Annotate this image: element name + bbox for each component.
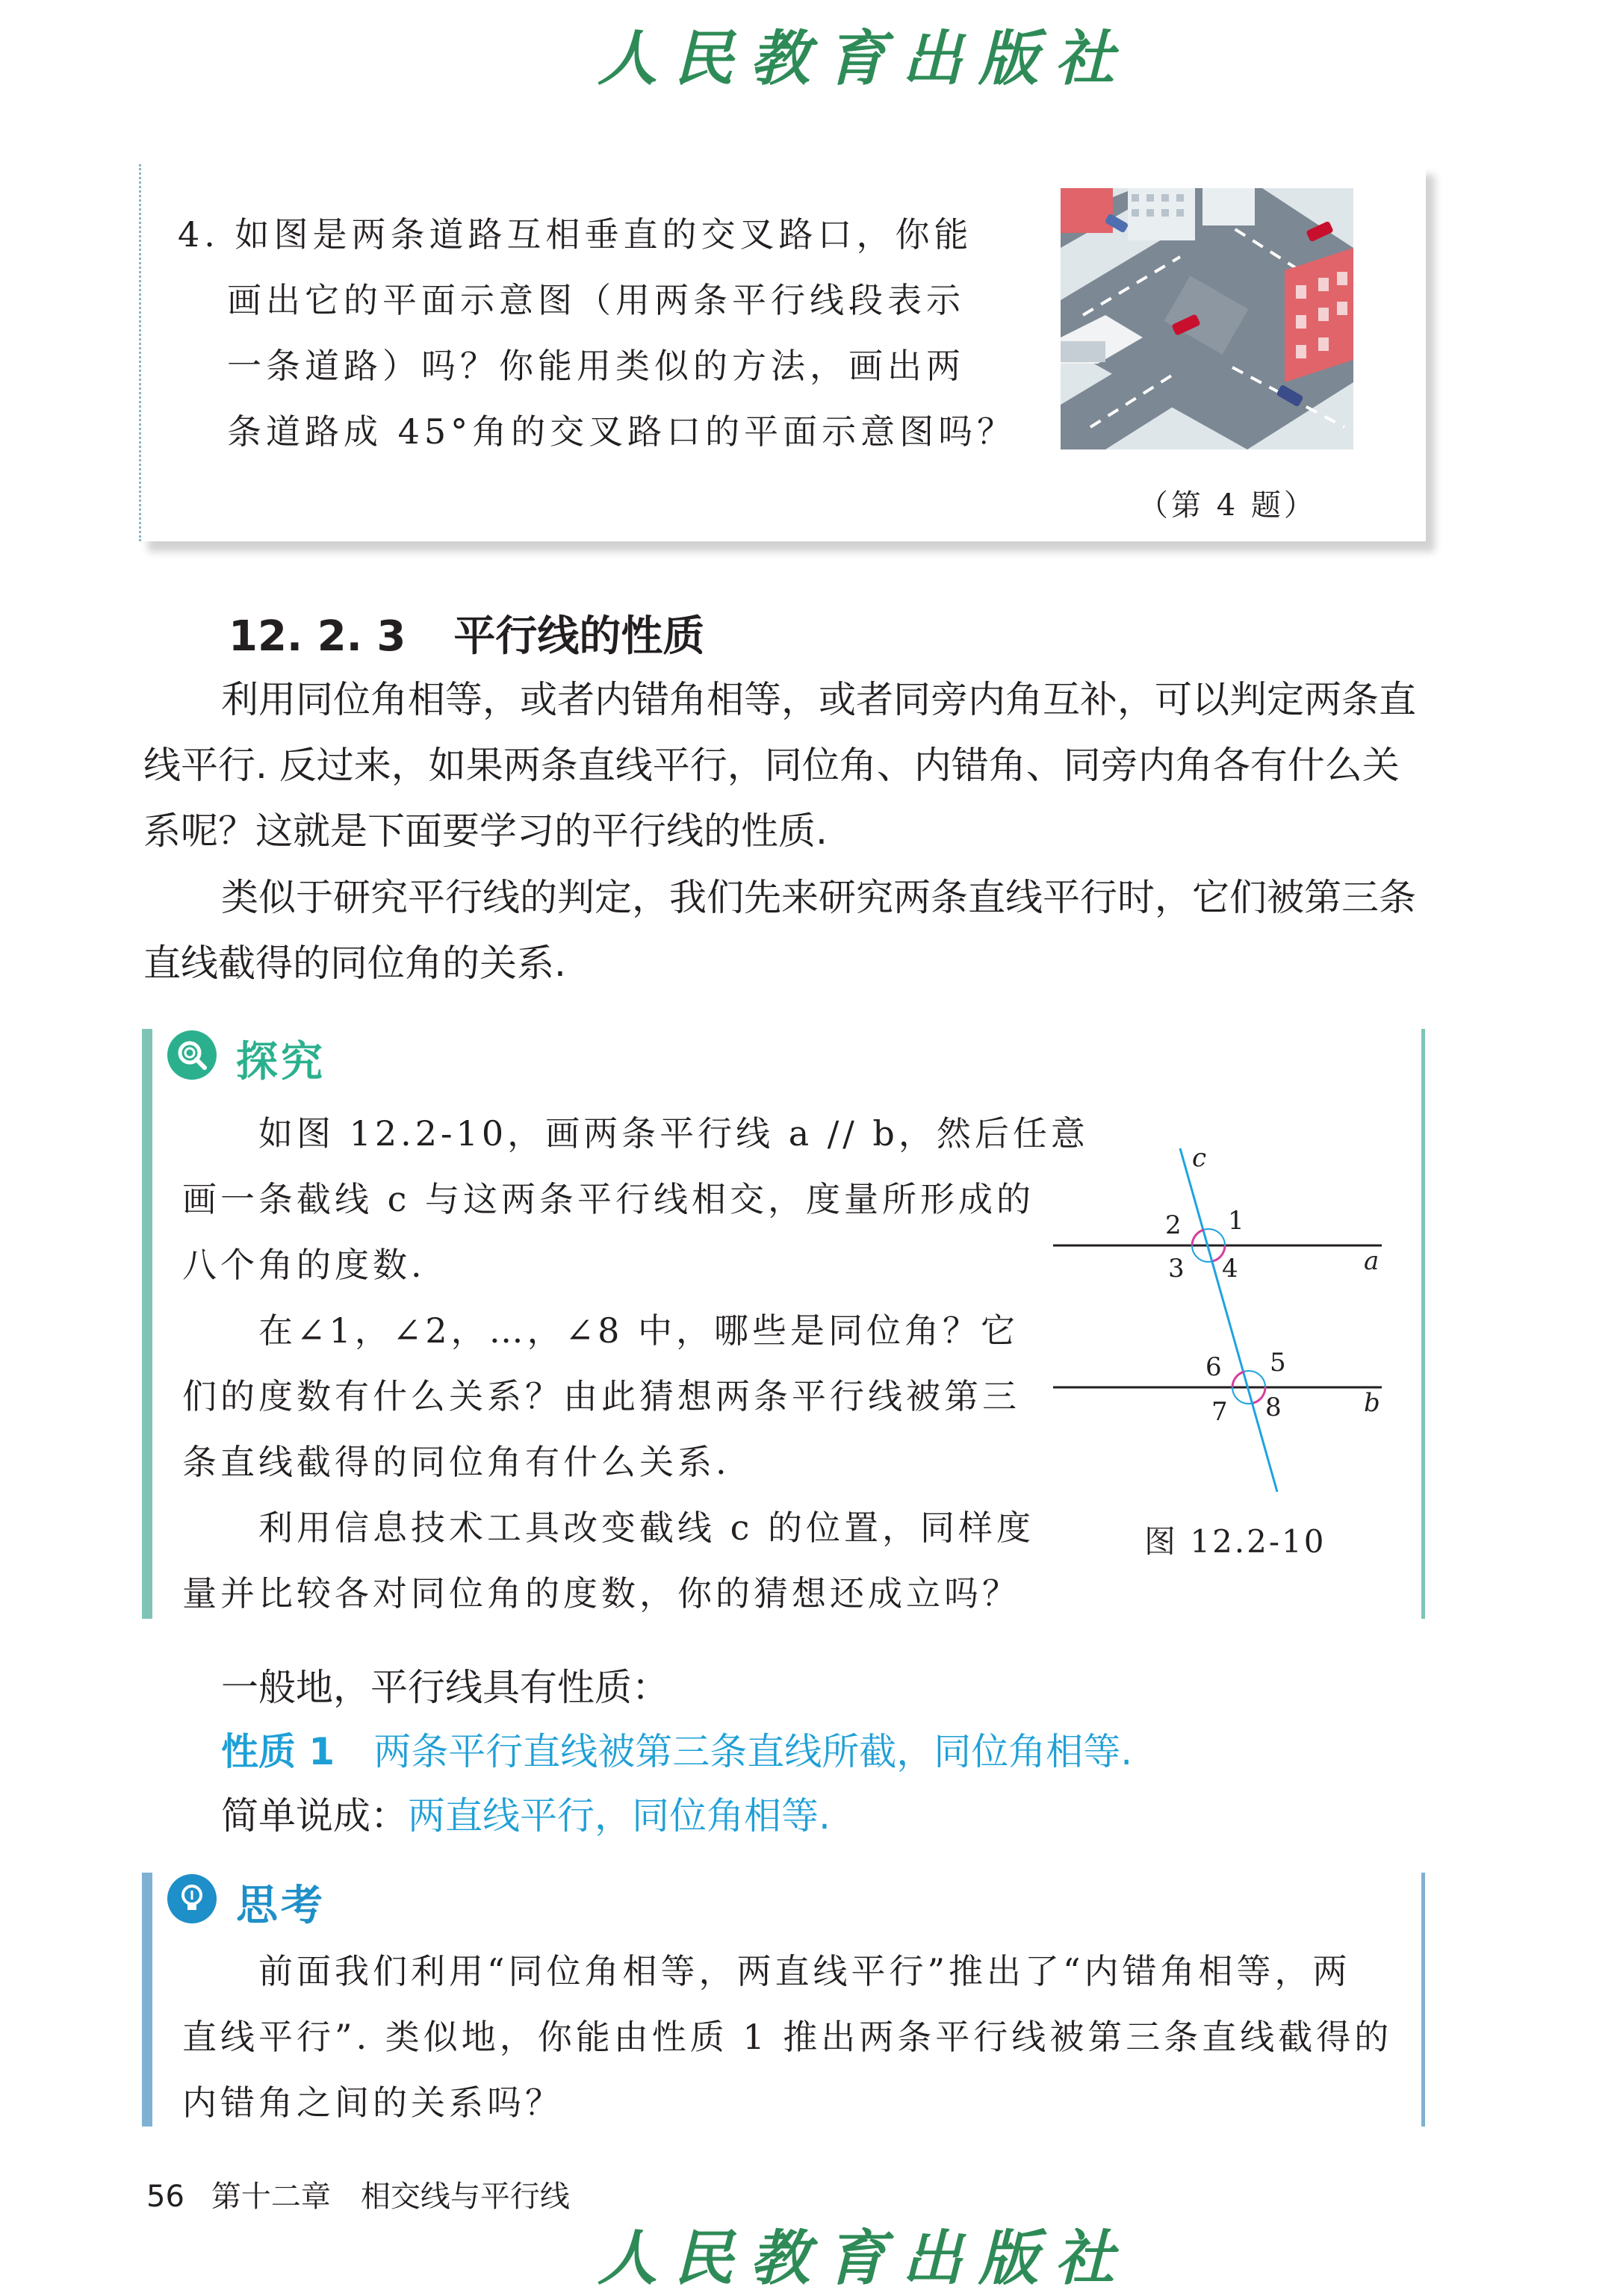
label-a: a xyxy=(1364,1246,1380,1276)
angle-label-4: 4 xyxy=(1222,1254,1238,1284)
text-line: 如图 12.2-10，画两条平行线 a // b，然后任意 xyxy=(258,1113,1089,1154)
text-line: 系呢？这就是下面要学习的平行线的性质. xyxy=(143,809,828,853)
text-line: 类似于研究平行线的判定，我们先来研究两条直线平行时，它们被第三条 xyxy=(221,876,1416,919)
text-line: 条直线截得的同位角有什么关系. xyxy=(182,1442,730,1482)
angle-label-6: 6 xyxy=(1205,1352,1222,1382)
publisher-logo-top: 人民教育出版社 xyxy=(598,23,1131,93)
label-b: b xyxy=(1364,1388,1380,1418)
chapter-title: 相交线与平行线 xyxy=(360,2180,570,2214)
property-label: 性质 1 xyxy=(221,1730,335,1773)
label-c: c xyxy=(1192,1143,1207,1173)
text-line: 利用信息技术工具改变截线 c 的位置，同样度 xyxy=(258,1508,1035,1548)
exercise-line: 4. 如图是两条道路互相垂直的交叉路口，你能 xyxy=(178,214,973,255)
intersection-illustration xyxy=(1061,188,1353,449)
general-statement: 一般地，平行线具有性质： xyxy=(221,1666,669,1709)
angle-label-1: 1 xyxy=(1228,1206,1244,1236)
text-line: 直线平行”. 类似地，你能由性质 1 推出两条平行线被第三条直线截得的 xyxy=(182,2017,1393,2057)
angle-arc-2 xyxy=(1192,1230,1204,1245)
text-line: 直线截得的同位角的关系. xyxy=(143,942,566,985)
text-line: 量并比较各对同位角的度数，你的猜想还成立吗？ xyxy=(182,1573,1020,1614)
angle-label-2: 2 xyxy=(1165,1210,1182,1240)
exercise-text xyxy=(178,202,1017,464)
think-title: 思考 xyxy=(236,1882,326,1930)
exercise-line: 画出它的平面示意图（用两条平行线段表示 xyxy=(227,280,965,320)
parallel-lines-figure xyxy=(1053,1133,1397,1492)
property-text: 两条平行直线被第三条直线所截，同位角相等. xyxy=(373,1730,1133,1773)
text-line: 利用同位角相等，或者内错角相等，或者同旁内角互补，可以判定两条直 xyxy=(221,678,1416,721)
property-brief xyxy=(221,1783,831,1849)
explore-text xyxy=(182,1101,1089,1626)
text-line: 们的度数有什么关系？由此猜想两条平行线被第三 xyxy=(182,1376,1020,1416)
property-1 xyxy=(221,1719,1132,1785)
think-text xyxy=(182,1938,1407,2135)
angle-label-5: 5 xyxy=(1270,1348,1286,1378)
angle-arc-6 xyxy=(1232,1372,1244,1387)
section-title: 平行线的性质 xyxy=(453,612,705,661)
brief-text: 两直线平行，同位角相等. xyxy=(408,1794,831,1838)
chapter-number: 第十二章 xyxy=(211,2180,331,2214)
page-footer xyxy=(146,2173,570,2215)
line-c xyxy=(1180,1148,1277,1492)
page-number: 56 xyxy=(146,2180,184,2214)
explore-title: 探究 xyxy=(236,1038,326,1086)
section-heading xyxy=(229,603,704,663)
angle-label-7: 7 xyxy=(1211,1397,1228,1427)
intro-paragraph-1 xyxy=(143,667,1436,864)
text-line: 在∠1，∠2，…，∠8 中，哪些是同位角？它 xyxy=(258,1310,1020,1351)
exercise-line: 条道路成 45°角的交叉路口的平面示意图吗？ xyxy=(227,411,1017,452)
angle-arc-8 xyxy=(1253,1387,1265,1403)
angle-label-8: 8 xyxy=(1265,1393,1282,1422)
lightbulb-icon xyxy=(167,1874,217,1923)
text-line: 八个角的度数. xyxy=(182,1245,426,1285)
exercise-line: 一条道路）吗？你能用类似的方法，画出两 xyxy=(227,346,965,386)
exercise-figure-caption: （第 4 题） xyxy=(1138,488,1317,523)
magnifier-icon xyxy=(167,1030,217,1080)
intro-paragraph-2 xyxy=(143,865,1436,996)
brief-prefix: 简单说成： xyxy=(221,1794,408,1838)
text-line: 画一条截线 c 与这两条平行线相交，度量所形成的 xyxy=(182,1179,1035,1219)
text-line: 前面我们利用“同位角相等，两直线平行”推出了“内错角相等，两 xyxy=(258,1951,1351,1991)
angle-label-3: 3 xyxy=(1168,1254,1185,1284)
text-line: 线平行. 反过来，如果两条直线平行，同位角、内错角、同旁内角各有什么关 xyxy=(143,744,1400,787)
publisher-logo-bottom: 人民教育出版社 xyxy=(598,2223,1131,2293)
section-number: 12. 2. 3 xyxy=(229,612,406,661)
text-line: 内错角之间的关系吗？ xyxy=(182,2082,563,2123)
figure-caption: 图 12.2-10 xyxy=(1144,1523,1326,1560)
